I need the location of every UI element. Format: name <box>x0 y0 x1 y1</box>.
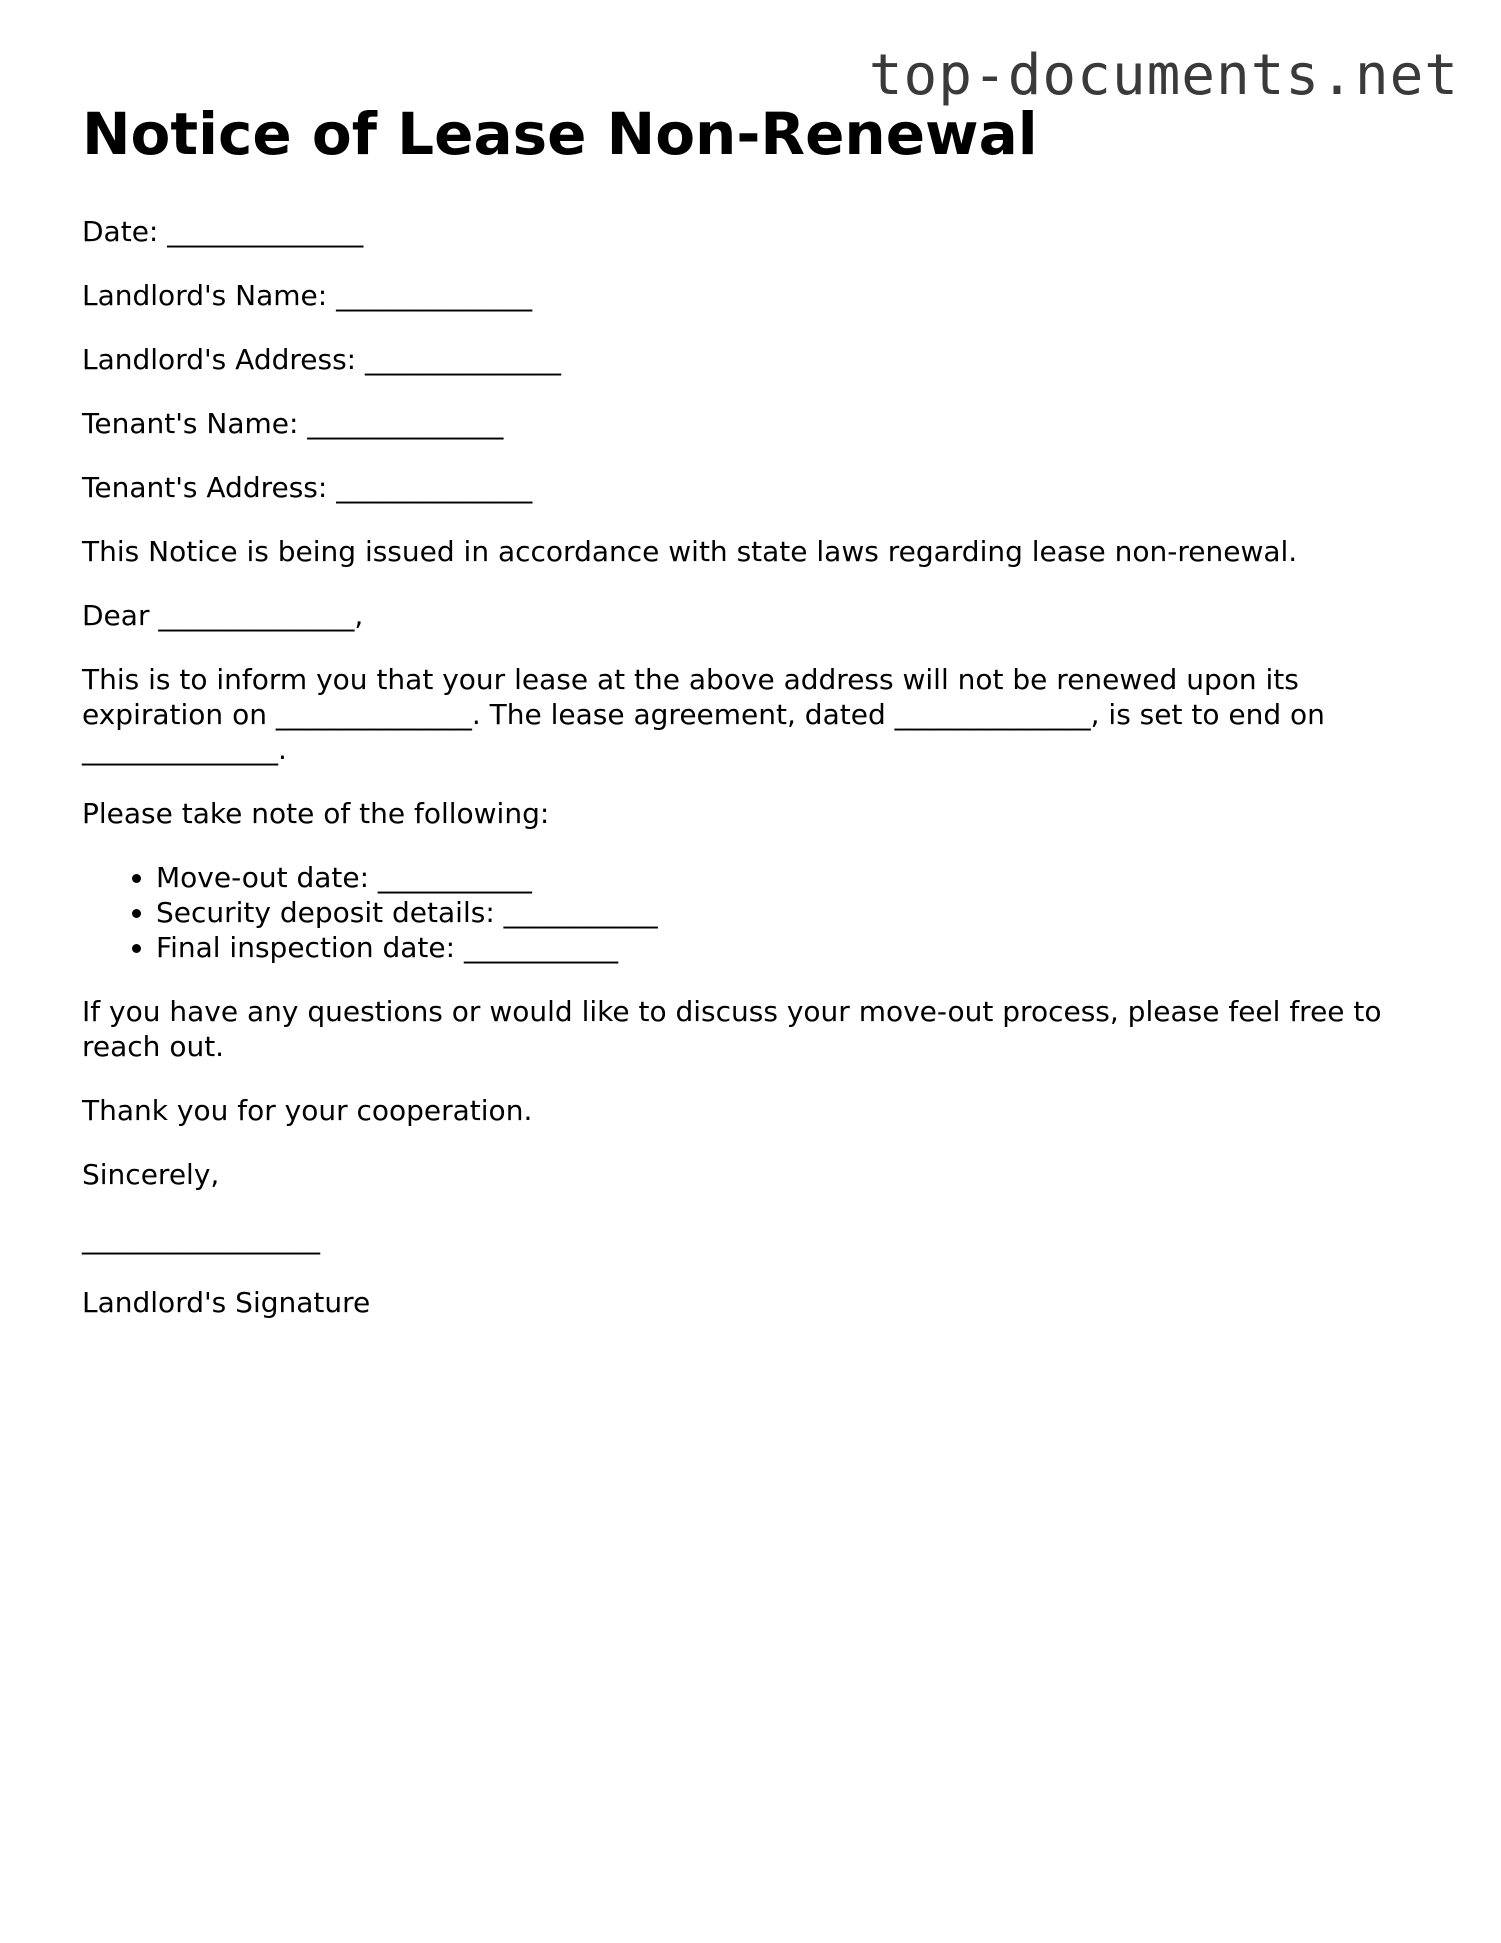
tenant-name-field: Tenant's Name: ______________ <box>82 406 504 440</box>
list-item-move-out-date: • Move-out date: ___________ <box>156 860 1422 895</box>
salutation: Dear ______________, <box>82 598 364 632</box>
questions-paragraph: If you have any questions or would like to discuss your move-out process, please feel free to reach out. <box>82 994 1382 1063</box>
date-field: Date: ______________ <box>82 214 364 248</box>
signature-label: Landlord's Signature <box>82 1285 371 1319</box>
tenant-address-field: Tenant's Address: ______________ <box>82 470 533 504</box>
signature-line: _________________ <box>82 1221 320 1255</box>
closing: Sincerely, <box>82 1157 220 1191</box>
thanks-line: Thank you for your cooperation. <box>82 1093 533 1127</box>
landlord-name-field: Landlord's Name: ______________ <box>82 278 533 312</box>
document-title: Notice of Lease Non-Renewal <box>82 100 1038 168</box>
notes-list <box>82 860 1422 965</box>
landlord-address-field: Landlord's Address: ______________ <box>82 342 562 376</box>
watermark: top-documents.net <box>868 43 1459 108</box>
notice-statement: This Notice is being issued in accordance with state laws regarding lease non-renewal. <box>82 534 1298 568</box>
non-renewal-paragraph: This is to inform you that your lease at the above address will not be renewed upon its expiration on ______________. The lease agreement, dated ______________, is set to end on ______________. <box>82 662 1325 766</box>
list-item-security-deposit: • Security deposit details: ___________ <box>156 895 1422 930</box>
document-page <box>82 100 1422 1349</box>
note-intro: Please take note of the following: <box>82 796 550 830</box>
list-item-final-inspection: • Final inspection date: ___________ <box>156 930 1422 965</box>
